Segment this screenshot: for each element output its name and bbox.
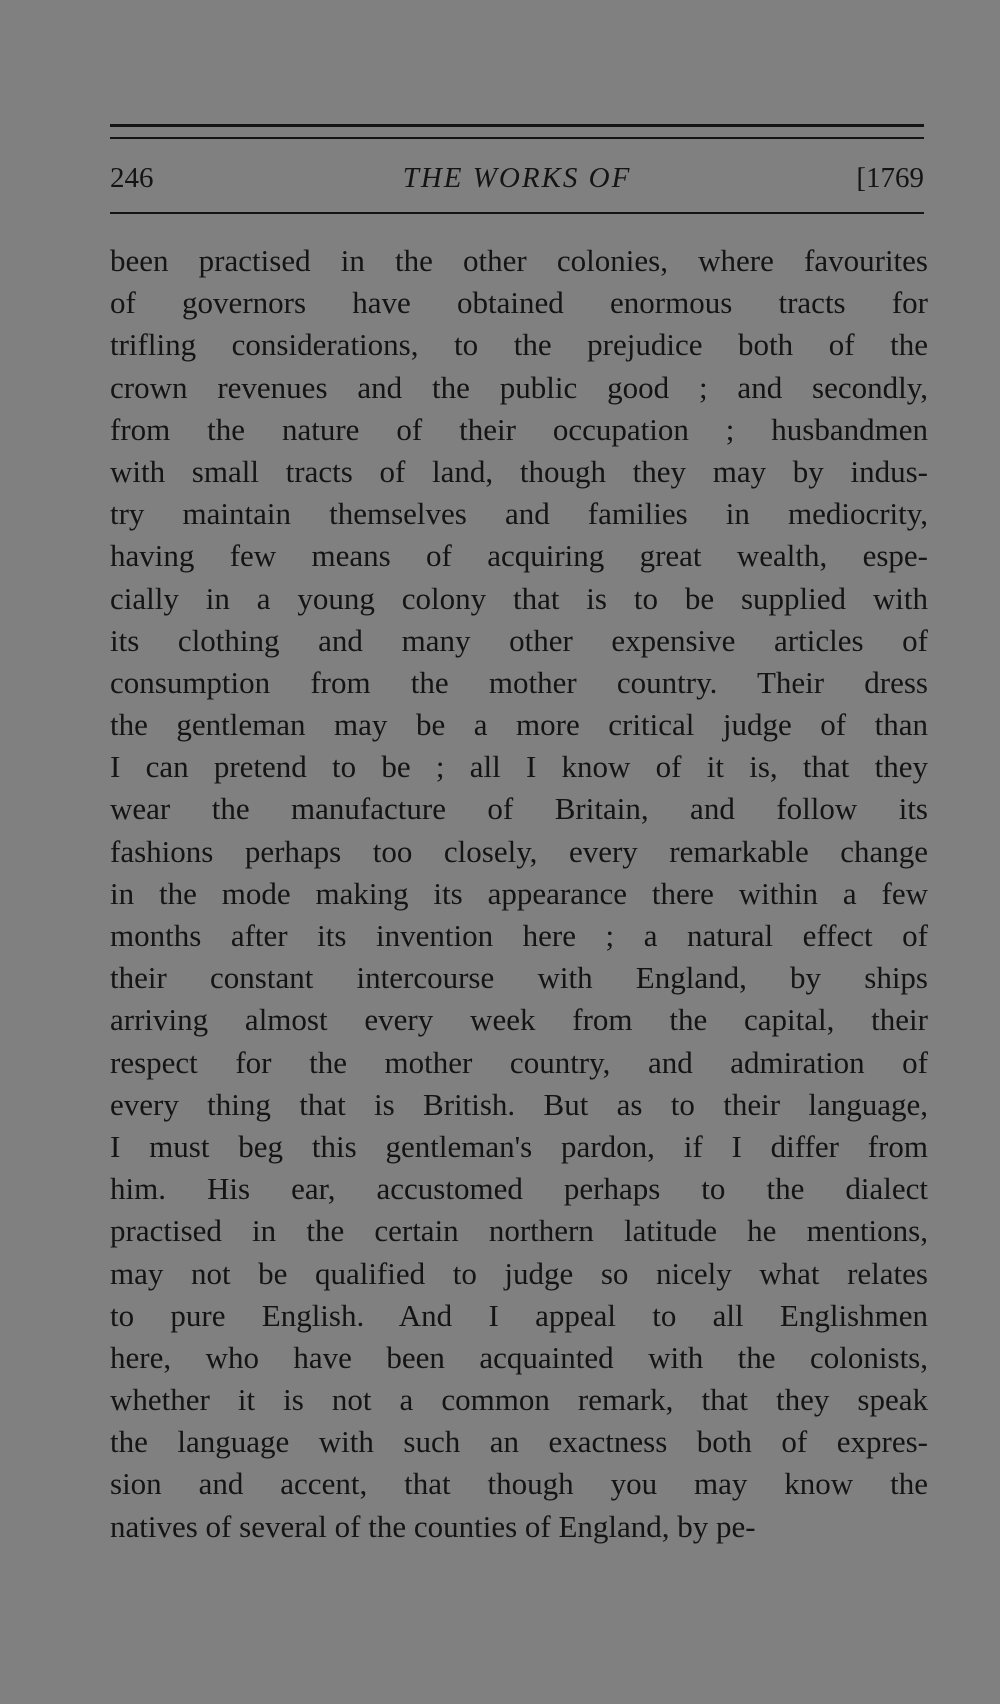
text-line: practised in the certain northern latitude he mentions, [110,1213,928,1249]
page-number: 246 [110,162,154,194]
body-text [110,240,928,1548]
text-line: arriving almost every week from the capital, their [110,1002,928,1038]
text-line: try maintain themselves and families in mediocrity, [110,496,928,532]
text-line: consumption from the mother country. Their dress [110,664,928,700]
text-line: him. His ear, accustomed perhaps to the dialect [110,1171,928,1207]
text-line: to pure English. And I appeal to all Englishmen [110,1297,928,1333]
running-header [110,158,924,198]
top-rule [110,124,924,127]
text-line: may not be qualified to judge so nicely what relates [110,1255,928,1291]
running-year: [1769 [856,162,924,194]
text-line: in the mode making its appearance there within a few [110,875,928,911]
text-line: crown revenues and the public good ; and secondly, [110,369,928,405]
text-line: from the nature of their occupation ; husbandmen [110,411,928,447]
text-line: I must beg this gentleman's pardon, if I differ from [110,1128,928,1164]
text-line: the language with such an exactness both of expres- [110,1424,928,1460]
text-line: fashions perhaps too closely, every remarkable change [110,833,928,869]
text-line: with small tracts of land, though they may by indus- [110,453,928,489]
text-line: every thing that is British. But as to their language, [110,1086,928,1122]
text-line: the gentleman may be a more critical judge of than [110,707,928,743]
text-line: having few means of acquiring great wealth, espe- [110,538,928,574]
text-line: I can pretend to be ; all I know of it is, that they [110,749,928,785]
header-rule [110,212,924,214]
text-line: of governors have obtained enormous tracts for [110,285,928,321]
text-line: respect for the mother country, and admiration of [110,1044,928,1080]
text-line: trifling considerations, to the prejudice both of the [110,327,928,363]
running-title: THE WORKS OF [402,162,632,194]
text-line: its clothing and many other expensive articles of [110,622,928,658]
text-line: been practised in the other colonies, where favourites [110,243,928,278]
text-line: whether it is not a common remark, that they speak [110,1382,928,1418]
text-line: cially in a young colony that is to be supplied with [110,580,928,616]
text-line: months after its invention here ; a natural effect of [110,918,928,953]
top-rule-inner [110,137,924,139]
text-line: their constant intercourse with England, by ships [110,960,928,996]
text-line: here, who have been acquainted with the colonists, [110,1339,928,1375]
text-line: wear the manufacture of Britain, and follow its [110,791,928,827]
text-line: sion and accent, that though you may know the [110,1466,928,1502]
text-line: natives of several of the counties of England, by pe- [110,1508,756,1544]
